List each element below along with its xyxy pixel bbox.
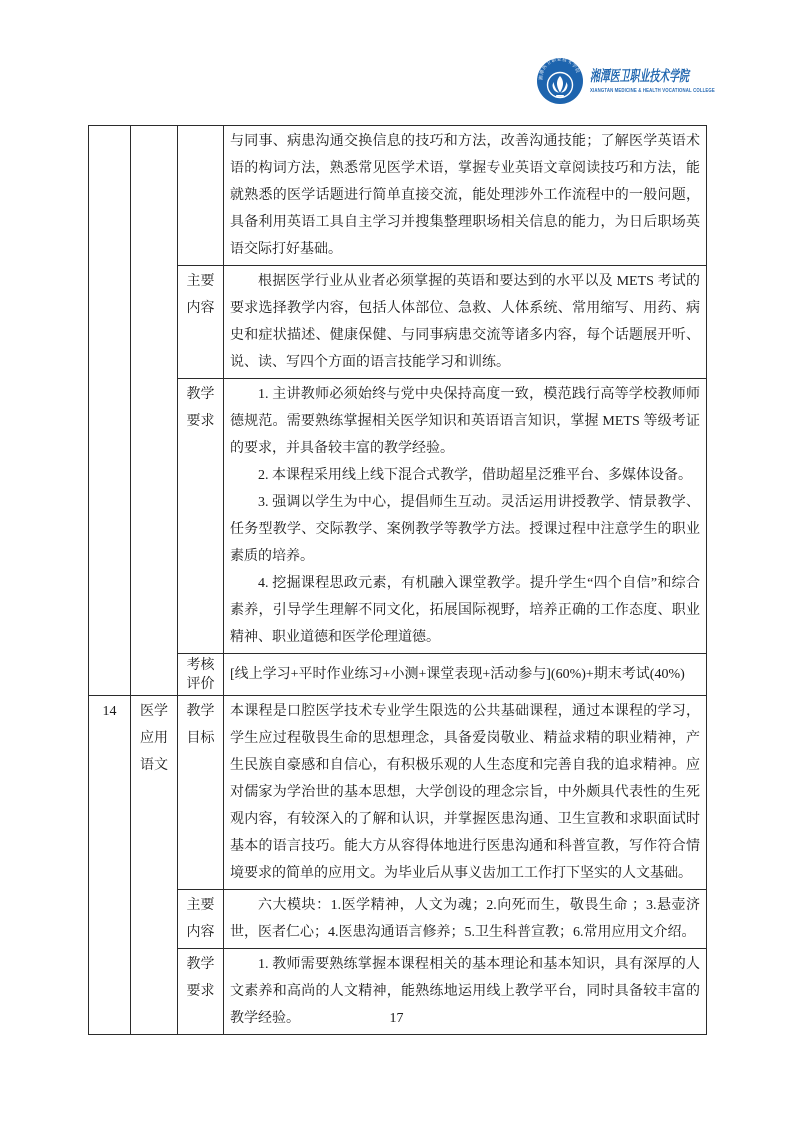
table-row — [89, 126, 707, 266]
paragraph: 六大模块：1.医学精神，人文为魂；2.向死而生，敬畏生命 ；3.悬壶济世，医者仁心；4.医患沟通语言修养；5.卫生科普宣教；6.常用应用文介绍。 — [230, 898, 700, 940]
section-content-cell — [224, 379, 707, 654]
section-label-cell — [178, 890, 224, 949]
section-label-line: 教学 — [186, 957, 215, 972]
course-table — [88, 125, 707, 1035]
section-label-cell — [178, 379, 224, 654]
svg-text:湘潭医卫职业技术学院: 湘潭医卫职业技术学院 — [538, 57, 581, 81]
section-label-line: 考核 — [186, 657, 215, 673]
section-label-cell — [178, 696, 224, 890]
section-label-line: 目标 — [186, 731, 215, 746]
section-label-line: 教学 — [186, 704, 215, 719]
section-label-line: 主要 — [186, 898, 215, 913]
section-content-cell — [224, 654, 707, 696]
college-name-en: XIANGTAN MEDICINE & HEALTH VOCATIONAL COLLEGE — [590, 88, 715, 94]
table-row — [89, 696, 707, 890]
section-label-cell — [178, 654, 224, 696]
paragraph: 与同事、病患沟通交换信息的技巧和方法，改善沟通技能；了解医学英语术语的构词方法，熟悉常见医学术语，掌握专业英语文章阅读技巧和方法，能就熟悉的医学话题进行简单直接交流，能处理涉外工作流程中的一般问题，具备利用英语工具自主学习并搜集整理职场相关信息的能力，为日后职场英语交际打好基础。 — [230, 134, 700, 257]
section-label-line: 要求 — [186, 414, 215, 429]
college-name-block — [590, 67, 750, 95]
paragraph: 4. 挖掘课程思政元素，有机融入课堂教学。提升学生“四个自信”和综合素养，引导学生理解不同文化，拓展国际视野，培养正确的工作态度、职业精神、职业道德和医学伦理道德。 — [230, 576, 700, 645]
paragraph: 3. 强调以学生为中心，提倡师生互动。灵活运用讲授教学、情景教学、任务型教学、交际教学、案例教学等教学方法。授课过程中注意学生的职业素质的培养。 — [230, 495, 700, 564]
section-label-cell — [178, 126, 224, 266]
table-row — [89, 266, 707, 379]
paragraph: 本课程是口腔医学技术专业学生限选的公共基础课程，通过本课程的学习，学生应过程敬畏生命的思想理念，具备爱岗敬业、精益求精的职业精神，产生民族自豪感和自信心，有积极乐观的人生态度和完善自我的追求精神。应对儒家为学治世的基本思想，大学创设的理念宗旨，中外颇具代表性的生死观内容，有较深入的了解和认识，并掌握医患沟通、卫生宣教和求职面试时基本的语言技巧。能大方从容得体地进行医患沟通和科普宣教，写作符合情境要求的简单的应用文。为毕业后从事义齿加工工作打下坚实的人文基础。 — [230, 704, 700, 881]
page-footer — [0, 1009, 793, 1027]
section-content-cell — [224, 696, 707, 890]
course-number-cell: 14 — [89, 696, 131, 1035]
course-name-line: 应用 — [140, 731, 168, 746]
section-content-cell — [224, 266, 707, 379]
paragraph: 2. 本课程采用线上线下混合式教学，借助超星泛雅平台、多媒体设备。 — [258, 468, 692, 483]
paragraph: [线上学习+平时作业练习+小测+课堂表现+活动参与](60%)+期末考试(40%) — [230, 667, 685, 682]
course-name-line: 语文 — [140, 758, 168, 773]
section-label-line: 要求 — [186, 984, 215, 999]
course-name-cell — [131, 696, 178, 1035]
table-row — [89, 890, 707, 949]
college-name-zh: 湘潭医卫职业技术学院 — [590, 69, 690, 85]
paragraph: 1. 主讲教师必须始终与党中央保持高度一致，模范践行高等学校教师师德规范。需要熟练掌握相关医学知识和英语语言知识，掌握 METS 等级考证的要求，并具备较丰富的教学经验。 — [230, 387, 700, 456]
section-label-cell — [178, 266, 224, 379]
course-name-cell — [131, 126, 178, 696]
section-label-line: 评价 — [186, 676, 215, 692]
college-logo-icon — [536, 57, 584, 105]
table-row — [89, 654, 707, 696]
course-name-line: 医学 — [140, 704, 168, 719]
course-number-cell — [89, 126, 131, 696]
section-label-line: 内容 — [186, 925, 215, 940]
paragraph: 根据医学行业从业者必须掌握的英语和要达到的水平以及 METS 考试的要求选择教学内容，包括人体部位、急救、人体系统、常用缩写、用药、病史和症状描述、健康保健、与同事病患交流等诸多内容，每个话题展开听、说、读、写四个方面的语言技能学习和训练。 — [230, 274, 700, 370]
section-content-cell — [224, 890, 707, 949]
college-header — [536, 57, 750, 105]
page-number: 17 — [389, 1011, 404, 1026]
section-label-line: 内容 — [186, 301, 215, 316]
table-row — [89, 379, 707, 654]
section-label-line: 教学 — [186, 387, 215, 402]
paragraph: 1. 教师需要熟练掌握本课程相关的基本理论和基本知识，具有深厚的人文素养和高尚的人文精神，能熟练地运用线上教学平台，同时具备较丰富的教学经验。 — [230, 957, 700, 1026]
section-content-cell — [224, 126, 707, 266]
section-label-line: 主要 — [186, 274, 215, 289]
